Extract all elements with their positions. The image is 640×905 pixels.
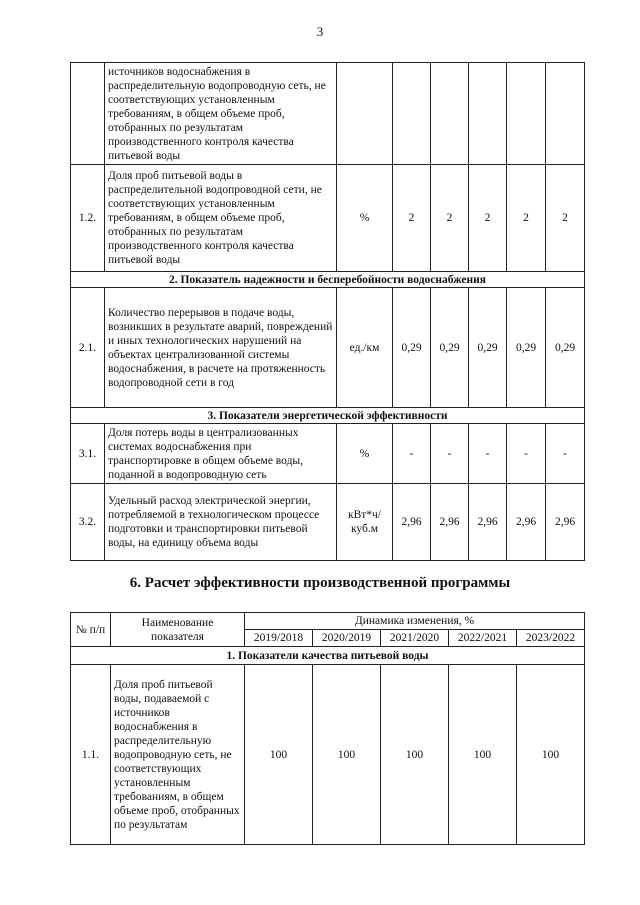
value-cell <box>546 63 585 165</box>
value-cell: 2,96 <box>469 484 507 561</box>
indicator-name: источников водоснабжения в распределительную водопроводную сеть, не соответствующих установленным требованиям, в общем объеме проб, отобранных по результатам производственного контроля качества питьевой воды <box>105 63 337 165</box>
indicator-name: Удельный расход электрической энергии, потребляемой в технологическом процессе подготовки и транспортировки питьевой воды, на единицу объема воды <box>105 484 337 561</box>
indicators-table <box>70 62 585 561</box>
section-heading: 1. Показатели качества питьевой воды <box>71 647 585 665</box>
indicator-name: Доля проб питьевой воды, подаваемой с источников водоснабжения в распределительную водопроводную сеть, не соответствующих установленным требованиям, в общем объеме проб, отобранных по результатам <box>111 665 245 845</box>
section-title: 6. Расчет эффективности производственной программы <box>129 575 511 591</box>
value-cell: 0,29 <box>393 288 431 408</box>
section-heading: 3. Показатели энергетической эффективности <box>71 408 585 424</box>
value-cell <box>393 63 431 165</box>
value-cell: 0,29 <box>546 288 585 408</box>
column-header-dynamics: Динамика изменения, % <box>245 613 585 630</box>
value-cell: 0,29 <box>507 288 546 408</box>
unit-cell: кВт*ч/куб.м <box>337 484 393 561</box>
row-number: 1.2. <box>71 165 105 272</box>
unit-cell: ед./км <box>337 288 393 408</box>
value-cell: 2 <box>507 165 546 272</box>
value-cell <box>507 63 546 165</box>
row-number: 3.2. <box>71 484 105 561</box>
row-number: 2.1. <box>71 288 105 408</box>
row-number <box>71 63 105 165</box>
table-row <box>71 484 585 561</box>
header-row <box>71 613 585 630</box>
unit-cell: % <box>337 424 393 484</box>
indicator-name: Количество перерывов в подаче воды, возникших в результате аварий, повреждений и иных технологических нарушений на объектах централизованной системы водоснабжения, в расчете на протяженность водопроводной сети в год <box>105 288 337 408</box>
column-header-num: № п/п <box>71 613 111 647</box>
table-row <box>71 424 585 484</box>
value-cell: - <box>469 424 507 484</box>
period-header: 2021/2020 <box>381 630 449 647</box>
value-cell: 2 <box>431 165 469 272</box>
value-cell: 2,96 <box>431 484 469 561</box>
value-cell: - <box>546 424 585 484</box>
value-cell: 2,96 <box>393 484 431 561</box>
period-header: 2019/2018 <box>245 630 313 647</box>
table-row <box>71 63 585 165</box>
value-cell: 2,96 <box>546 484 585 561</box>
value-cell: 2 <box>546 165 585 272</box>
value-cell: 2,96 <box>507 484 546 561</box>
row-number: 3.1. <box>71 424 105 484</box>
value-cell: 2 <box>393 165 431 272</box>
table-row <box>71 665 585 845</box>
table-row <box>71 288 585 408</box>
section-row <box>71 408 585 424</box>
section-heading: 2. Показатель надежности и бесперебойности водоснабжения <box>71 272 585 288</box>
value-cell: 0,29 <box>431 288 469 408</box>
table-row <box>71 165 585 272</box>
value-cell: 2 <box>469 165 507 272</box>
section-row <box>71 647 585 665</box>
period-header: 2022/2021 <box>449 630 517 647</box>
value-cell: - <box>507 424 546 484</box>
period-header: 2020/2019 <box>313 630 381 647</box>
indicator-name: Доля проб питьевой воды в распределительной водопроводной сети, не соответствующих установленным требованиям, в общем объеме проб, отобранных по результатам производственного контроля качества питьевой воды <box>105 165 337 272</box>
efficiency-table <box>70 612 585 845</box>
unit-cell: % <box>337 165 393 272</box>
row-number: 1.1. <box>71 665 111 845</box>
column-header-name: Наименование показателя <box>111 613 245 647</box>
page-number: 3 <box>316 24 324 39</box>
value-cell: 100 <box>313 665 381 845</box>
value-cell: 100 <box>449 665 517 845</box>
unit-cell <box>337 63 393 165</box>
value-cell: - <box>393 424 431 484</box>
value-cell <box>469 63 507 165</box>
value-cell: - <box>431 424 469 484</box>
value-cell: 0,29 <box>469 288 507 408</box>
value-cell: 100 <box>381 665 449 845</box>
period-header: 2023/2022 <box>517 630 585 647</box>
value-cell: 100 <box>517 665 585 845</box>
value-cell <box>431 63 469 165</box>
value-cell: 100 <box>245 665 313 845</box>
section-row <box>71 272 585 288</box>
indicator-name: Доля потерь воды в централизованных системах водоснабжения при транспортировке в общем объеме воды, поданной в водопроводную сеть <box>105 424 337 484</box>
